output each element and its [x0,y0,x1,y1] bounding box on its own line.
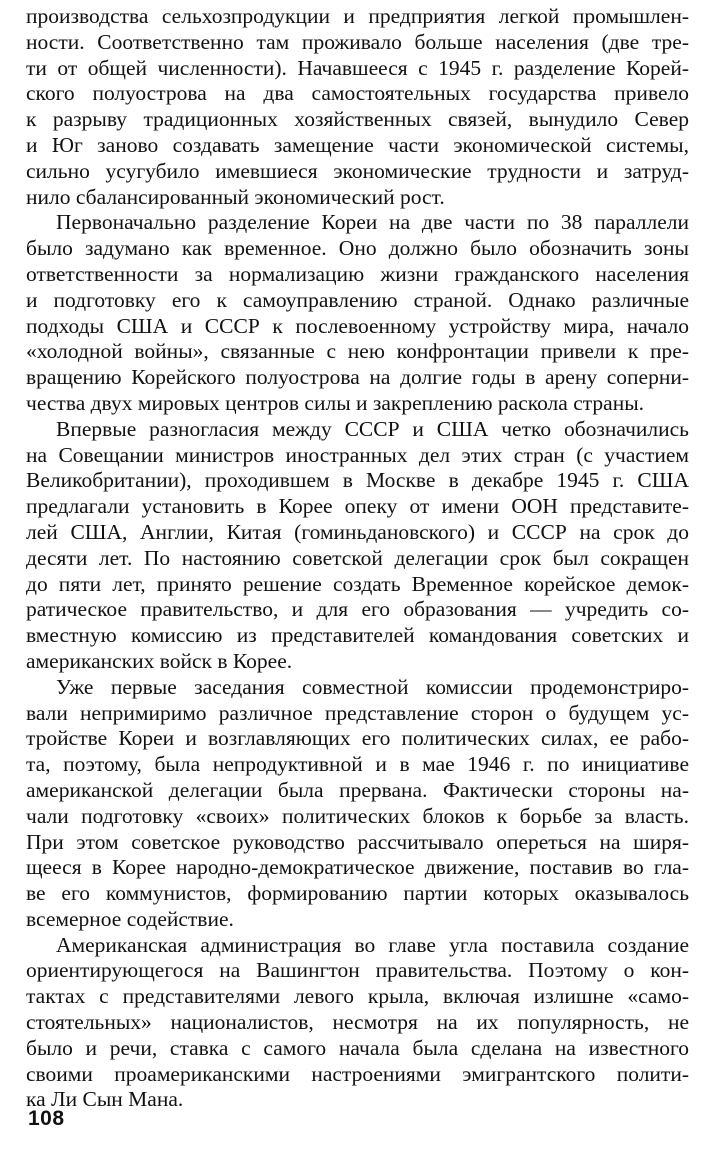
text-line: Великобритании), проходившем в Москве в декабре 1945 г. США [26,468,689,493]
text-line: вращению Корейского полуострова на долгие годы в арену соперни- [26,365,689,390]
text-line: было и речи, ставка с самого начала была сделана на известного [26,1035,689,1060]
text-line: американской делегации была прервана. Фактически стороны на- [26,777,689,802]
text-line: ориентирующегося на Вашингтон правительства. Поэтому о кон- [26,958,689,983]
text-line: ности. Соответственно там проживало больше населения (две тре- [26,29,689,54]
text-line: Впервые разногласия между СССР и США четко обозначились [56,416,689,441]
text-line: Первоначально разделение Кореи на две части по 38 параллели [56,210,689,235]
text-line: ти от общей численности). Начавшееся с 1945 г. разделение Корей- [26,55,689,80]
text-line: Американская администрация во главе угла поставила создание [56,932,689,957]
text-line: к разрыву традиционных хозяйственных связей, вынудило Север [26,107,689,132]
text-line: вали непримиримо различное представление сторон о будущем ус- [26,700,689,725]
text-line: При этом советское руководство рассчитывало опереться на ширя- [26,829,689,854]
text-line: стоятельных» националистов, несмотря на их популярность, не [26,1010,689,1035]
text-line: сильно усугубило имевшиеся экономические трудности и затруд- [26,158,689,183]
text-line: десяти лет. По настоянию советской делегации срок был сокращен [26,545,689,570]
text-line: вместную комиссию из представителей командования советских и [26,623,689,648]
text-line: подходы США и СССР к послевоенному устройству мира, начало [26,313,689,338]
text-line: чества двух мировых центров силы и закреплению раскола страны. [26,390,645,415]
text-line: и подготовку его к самоуправлению страной. Однако различные [26,287,689,312]
text-line: тройстве Кореи и возглавляющих его политических силах, ее рабо- [26,726,689,751]
text-line: та, поэтому, была непродуктивной и в мае 1946 г. по инициативе [26,752,689,777]
text-line: нило сбалансированный экономический рост. [26,184,445,209]
text-line: своими проамериканскими настроениями эмигрантского полити- [26,1061,689,1086]
text-line: чали подготовку «своих» политических блоков к борьбе за власть. [26,803,689,828]
text-line: ка Ли Сын Мана. [26,1087,184,1112]
text-line: производства сельхозпродукции и предприятия легкой промышлен- [26,4,689,28]
text-line: ратическое правительство, и для его образования — учредить со- [26,597,689,622]
text-line: до пяти лет, принято решение создать Временное корейское демок- [26,571,689,596]
text-line: было задумано как временное. Оно должно было обозначить зоны [26,236,689,261]
text-line: ского полуострова на два самостоятельных государства привело [26,81,689,106]
text-line: ве его коммунистов, формированию партии которых оказывалось [26,881,689,906]
page-number: 108 [28,1107,65,1130]
text-line: щееся в Корее народно-демократическое движение, поставив во гла- [26,855,689,880]
text-line: лей США, Англии, Китая (гоминьдановского) и СССР на срок до [26,519,689,544]
text-line: «холодной войны», связанные с нею конфронтации привели к пре- [26,339,689,364]
text-line: и Юг заново создавать замещение части экономической системы, [26,132,689,157]
text-line: ответственности за нормализацию жизни гражданского населения [26,261,689,286]
text-line: американских войск в Корее. [26,648,293,673]
text-line: всемерное содействие. [26,906,234,931]
text-line: Уже первые заседания совместной комиссии продемонстриро- [56,674,689,699]
text-line: тактах с представителями левого крыла, включая излишне «само- [26,984,689,1009]
text-line: предлагали установить в Корее опеку от имени ООН представите- [26,494,689,519]
text-line: на Совещании министров иностранных дел этих стран (с участием [26,442,689,467]
book-page-text [26,4,689,1113]
